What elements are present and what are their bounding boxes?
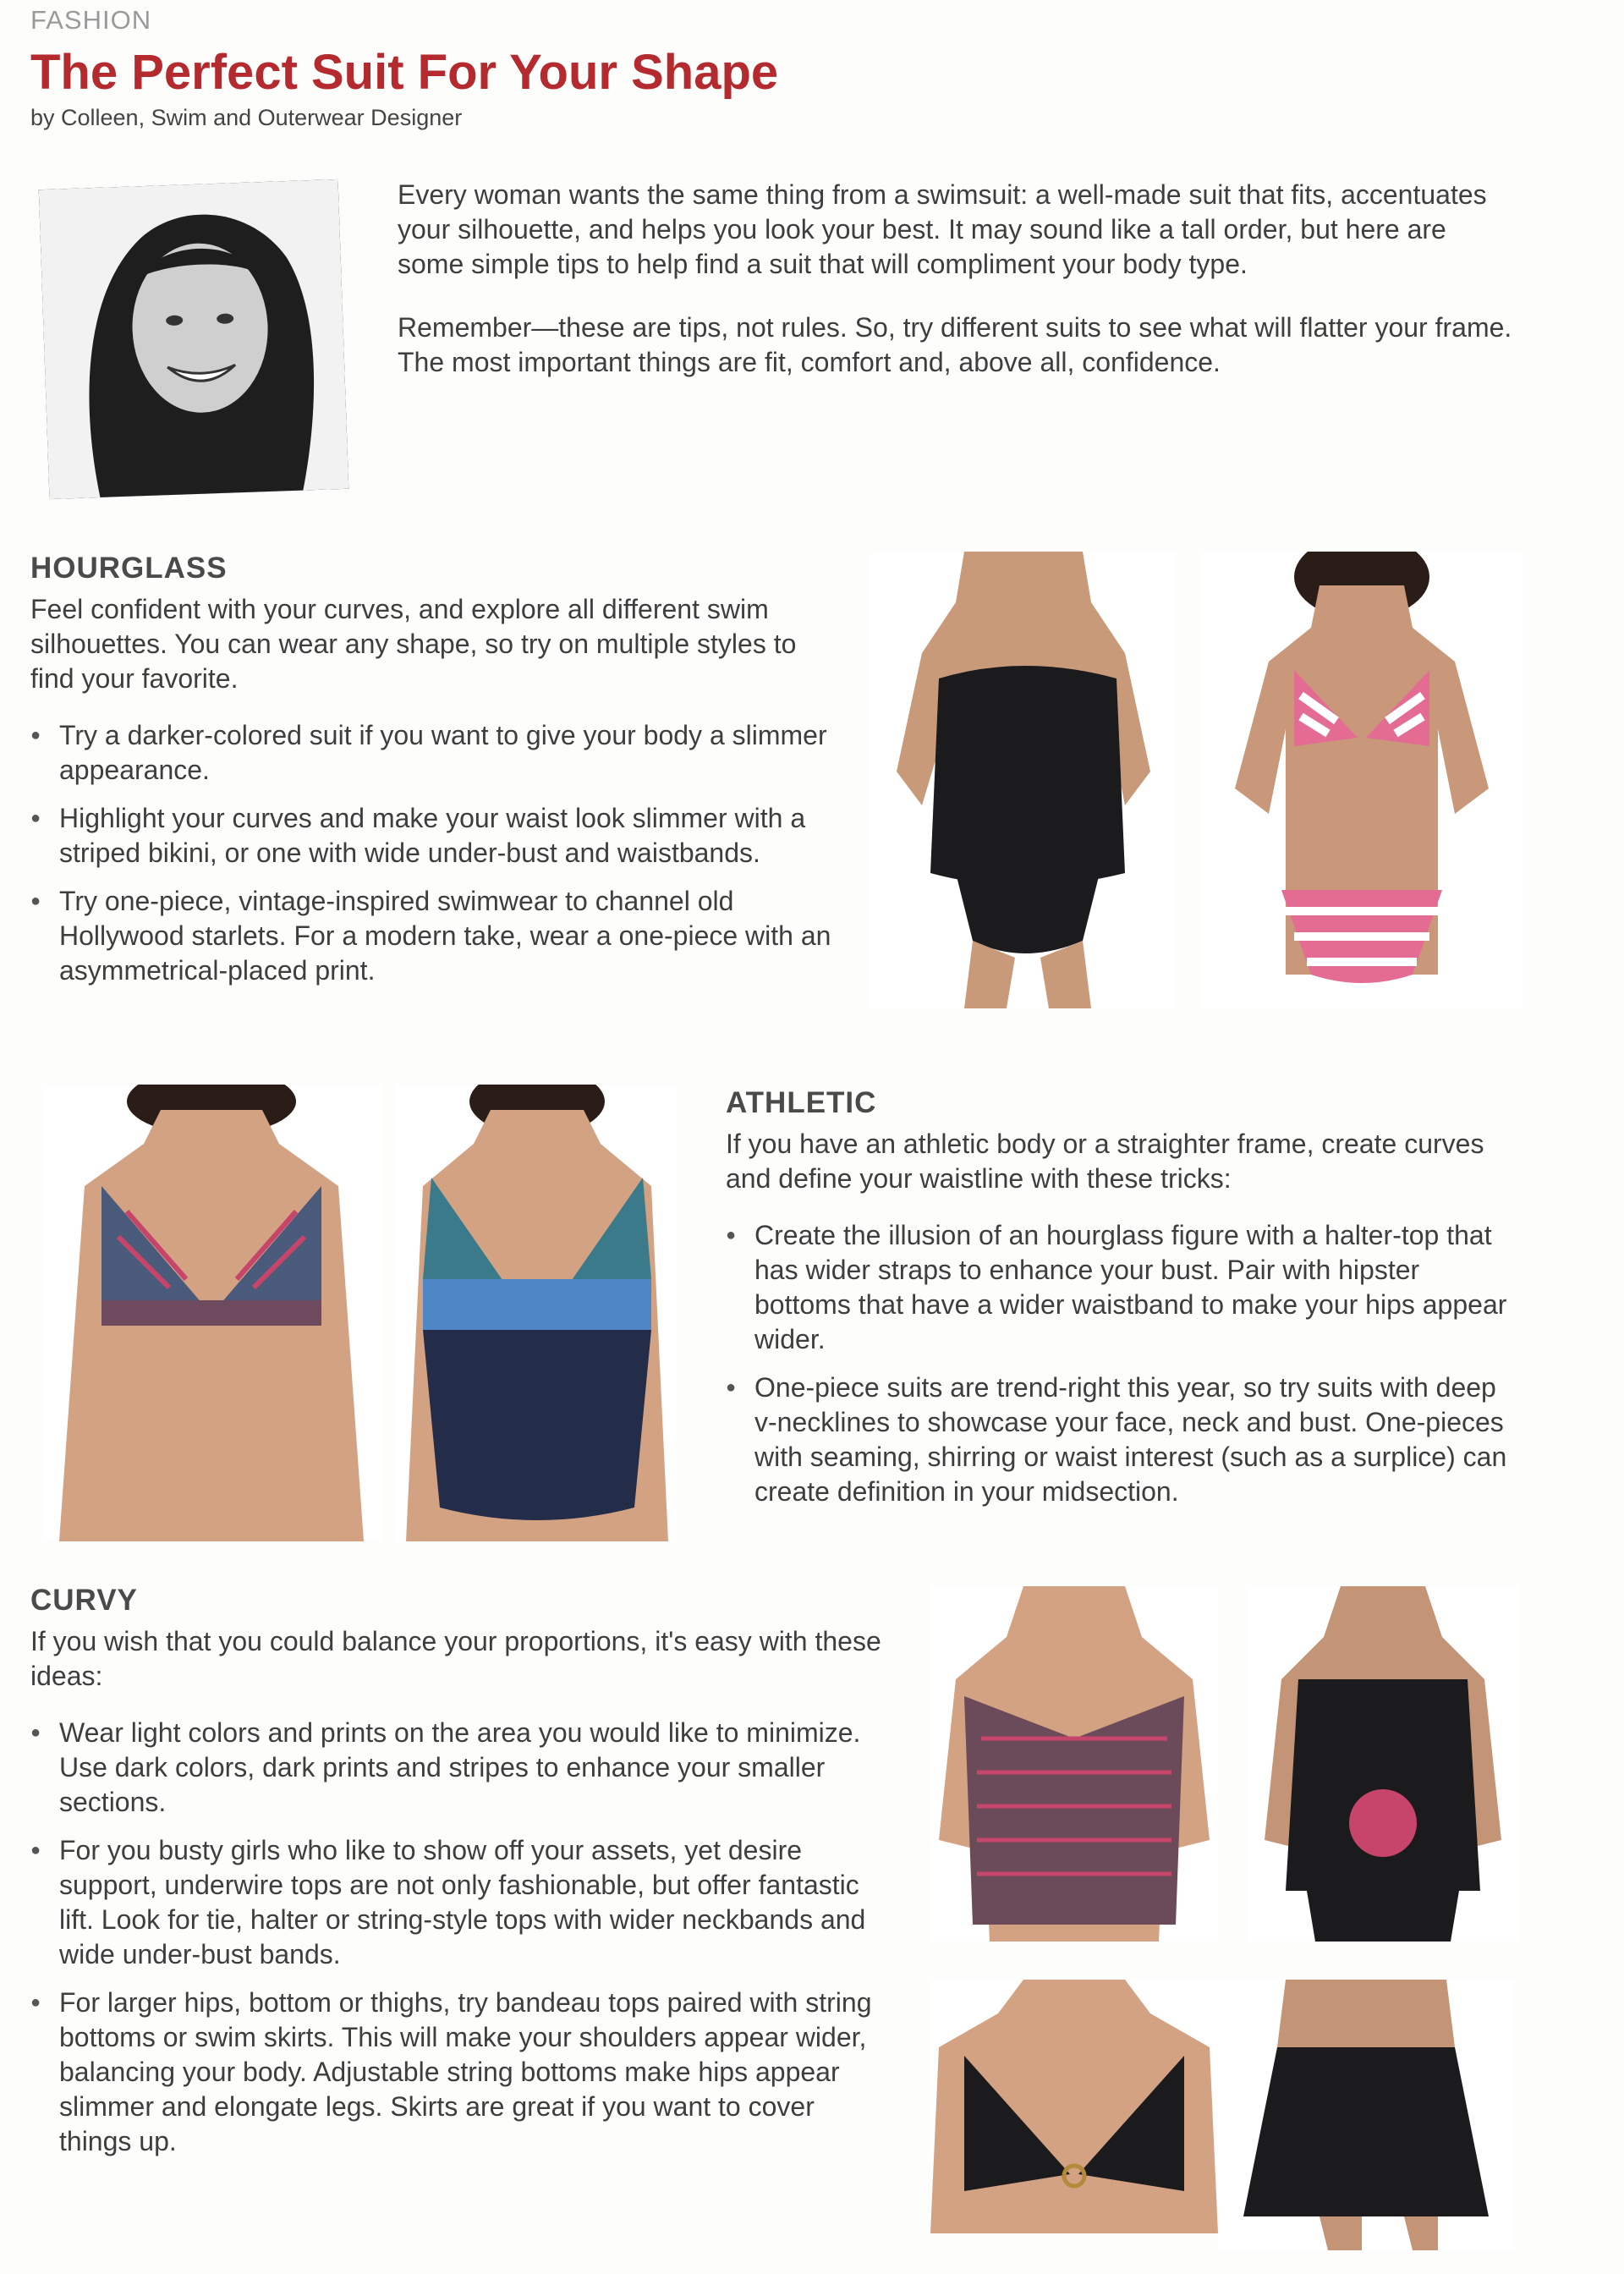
intro-paragraph-1: Every woman wants the same thing from a swimsuit: a well-made suit that fits, accentuates your silhouette, and helps you look your best. It may sound like a tall order, but here are some simple tips to help find a suit that will compliment your body type. [398, 179, 1487, 279]
author-portrait-graphic [39, 179, 349, 499]
hourglass-tankini-photo [871, 552, 1176, 1008]
athletic-intro: If you have an athletic body or a straighter frame, create curves and define your waistline with these tricks: [726, 1129, 1484, 1194]
intro-paragraph-2: Remember—these are tips, not rules. So, try different suits to see what will flatter your frame. The most important things are fit, comfort and, above all, confidence. [398, 312, 1512, 377]
curvy-tip: ● For larger hips, bottom or thighs, try bandeau tops paired with string bottoms or swim skirts. This will make your shoulders appear wider, balancing your body. Adjustable string bottoms make hips appear slimmer and elongate legs. Skirts are great if you want to cover things up. [30, 1986, 885, 2159]
article-title: The Perfect Suit For Your Shape [30, 45, 779, 100]
hourglass-tip: ● Try a darker-colored suit if you want to give your body a slimmer appearance. [30, 718, 842, 788]
athletic-tip: ● One-piece suits are trend-right this year, so try suits with deep v-necklines to showcase your face, neck and bust. One-pieces with seaming, shirring or waist interest (such as a surplice) can create definition in your midsection. [726, 1370, 1521, 1509]
athletic-section [726, 1086, 1521, 1523]
athletic-heading: ATHLETIC [726, 1086, 877, 1119]
hourglass-section [30, 552, 842, 1002]
section-label: FASHION [30, 5, 152, 35]
printed-tankini-graphic [930, 1586, 1218, 1942]
tankini-graphic [871, 552, 1176, 1008]
halter-top-graphic [930, 1980, 1218, 2233]
curvy-tip: ● For you busty girls who like to show off your assets, yet desire support, underwire tops are not only fashionable, but offer fantastic lift. Look for tie, halter or string-style tops with wider neckbands and wide under-bust bands. [30, 1833, 885, 1972]
hourglass-tips [30, 718, 842, 988]
hourglass-intro: Feel confident with your curves, and explore all different swim silhouettes. You can wear any shape, so try on multiple styles to find your favorite. [30, 594, 797, 694]
curvy-black-tankini-photo [1248, 1586, 1518, 1942]
curvy-heading: CURVY [30, 1584, 138, 1617]
hourglass-tip: ● Try one-piece, vintage-inspired swimwear to channel old Hollywood starlets. For a modern take, wear a one-piece with an asymmetrical-placed print. [30, 884, 842, 988]
curvy-section [30, 1584, 885, 2172]
curvy-tips [30, 1716, 885, 2159]
athletic-tip: ● Create the illusion of an hourglass figure with a halter-top that has wider straps to enhance your bust. Pair with hipster bottoms that have a wider waistband to make your hips appear wider. [726, 1218, 1521, 1357]
swim-skirt-graphic [1218, 1980, 1514, 2250]
athletic-one-piece-photo [398, 1085, 677, 1541]
curvy-printed-tankini-photo [930, 1586, 1218, 1942]
curvy-tip: ● Wear light colors and prints on the area you would like to minimize. Use dark colors, dark prints and stripes to enhance your smaller sections. [30, 1716, 885, 1820]
striped-bikini-graphic [1201, 552, 1522, 1008]
author-portrait [39, 179, 349, 499]
hourglass-tip: ● Highlight your curves and make your waist look slimmer with a striped bikini, or one with wide under-bust and waistbands. [30, 801, 842, 871]
hourglass-striped-bikini-photo [1201, 552, 1522, 1008]
halter-bikini-graphic [42, 1085, 381, 1541]
curvy-swim-skirt-photo [1218, 1980, 1514, 2250]
hourglass-heading: HOURGLASS [30, 552, 228, 585]
black-tankini-graphic [1248, 1586, 1518, 1942]
athletic-halter-bikini-photo [42, 1085, 381, 1541]
byline: by Colleen, Swim and Outerwear Designer [30, 105, 463, 130]
athletic-tips [726, 1218, 1521, 1509]
intro-block [398, 178, 1514, 380]
one-piece-graphic [398, 1085, 677, 1541]
curvy-intro: If you wish that you could balance your proportions, it's easy with these ideas: [30, 1626, 881, 1691]
curvy-halter-top-photo [930, 1980, 1218, 2233]
